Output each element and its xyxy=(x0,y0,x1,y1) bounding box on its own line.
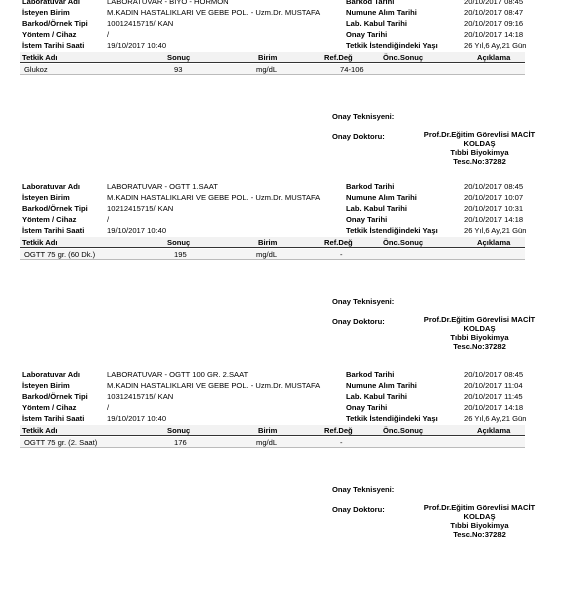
lab-name-value: LABORATUVAR - OGTT 1.SAAT xyxy=(107,182,218,191)
column-previous-result: Önc.Sonuç xyxy=(383,53,424,62)
age-at-request-value: 26 Yıl,6 Ay,21 Gün xyxy=(464,226,527,235)
lab-accept-date-label: Lab. Kabul Tarihi xyxy=(346,392,408,401)
method-device-value: / xyxy=(107,403,110,412)
method-device-label: Yöntem / Cihaz xyxy=(22,403,77,412)
column-reference: Ref.Değ xyxy=(324,426,353,435)
lab-accept-date-value: 20/10/2017 10:31 xyxy=(464,204,524,213)
request-time-label: İstem Tarihi Saati xyxy=(22,226,85,235)
column-reference: Ref.Değ xyxy=(324,53,353,62)
doctor-registration-no: Tesc.No:37282 xyxy=(453,530,506,539)
lab-accept-date-value: 20/10/2017 09:16 xyxy=(464,19,524,28)
method-device-value: / xyxy=(107,215,110,224)
lab-name-value: LABORATUVAR - BIYO - HORMON xyxy=(107,0,229,6)
sample-date-value: 20/10/2017 08:47 xyxy=(464,8,524,17)
lab-report-section-1 xyxy=(0,0,575,177)
doctor-department: Tıbbi Biyokimya xyxy=(450,333,509,342)
requester-label: İsteyen Birim xyxy=(22,8,70,17)
result-test-name: OGTT 75 gr. (2. Saat) xyxy=(24,438,98,447)
table-header-divider xyxy=(20,435,525,436)
approval-doctor-label: Onay Doktoru: xyxy=(332,505,385,514)
result-test-name: Glukoz xyxy=(24,65,48,74)
lab-name-value: LABORATUVAR - OGTT 100 GR. 2.SAAT xyxy=(107,370,249,379)
sample-date-value: 20/10/2017 10:07 xyxy=(464,193,524,202)
result-reference: - xyxy=(340,250,343,259)
result-reference: 74-106 xyxy=(340,65,364,74)
barcode-sample-label: Barkod/Örnek Tipi xyxy=(22,204,88,213)
result-value: 195 xyxy=(174,250,187,259)
request-time-value: 19/10/2017 10:40 xyxy=(107,41,167,50)
request-time-value: 19/10/2017 10:40 xyxy=(107,414,167,423)
request-time-label: İstem Tarihi Saati xyxy=(22,414,85,423)
requester-value: M.KADIN HASTALIKLARI VE GEBE POL. - Uzm.Dr. MUSTAFA xyxy=(107,381,321,390)
column-unit: Birim xyxy=(258,426,278,435)
approval-technician-label: Onay Teknisyeni: xyxy=(332,485,395,494)
doctor-title-name: Prof.Dr.Eğitim Görevlisi MACİT xyxy=(423,503,536,512)
age-at-request-label: Tetkik İstendiğindeki Yaşı xyxy=(346,41,438,50)
result-row-divider xyxy=(20,259,525,260)
approval-technician-label: Onay Teknisyeni: xyxy=(332,297,395,306)
approval-date-value: 20/10/2017 14:18 xyxy=(464,215,524,224)
doctor-surname: KOLDAŞ xyxy=(463,139,496,148)
request-time-label: İstem Tarihi Saati xyxy=(22,41,85,50)
column-description: Açıklama xyxy=(477,53,511,62)
lab-report-section-2 xyxy=(0,182,575,362)
result-unit: mg/dL xyxy=(256,250,278,259)
barcode-date-label: Barkod Tarihi xyxy=(346,0,395,6)
doctor-surname: KOLDAŞ xyxy=(463,512,496,521)
barcode-date-value: 20/10/2017 08:45 xyxy=(464,370,524,379)
result-row-divider xyxy=(20,447,525,448)
sample-date-label: Numune Alım Tarihi xyxy=(346,8,417,17)
column-description: Açıklama xyxy=(477,426,511,435)
requester-label: İsteyen Birim xyxy=(22,381,70,390)
lab-accept-date-label: Lab. Kabul Tarihi xyxy=(346,19,408,28)
result-row-divider xyxy=(20,74,525,75)
result-unit: mg/dL xyxy=(256,438,278,447)
column-test-name: Tetkik Adı xyxy=(22,53,58,62)
column-previous-result: Önc.Sonuç xyxy=(383,426,424,435)
lab-name-label: Laboratuvar Adı xyxy=(22,370,80,379)
result-reference: - xyxy=(340,438,343,447)
column-previous-result: Önc.Sonuç xyxy=(383,238,424,247)
doctor-surname: KOLDAŞ xyxy=(463,324,496,333)
barcode-sample-value: 10312415715/ KAN xyxy=(107,392,174,401)
approval-date-label: Onay Tarihi xyxy=(346,30,388,39)
requester-value: M.KADIN HASTALIKLARI VE GEBE POL. - Uzm.Dr. MUSTAFA xyxy=(107,193,321,202)
result-value: 176 xyxy=(174,438,187,447)
requester-label: İsteyen Birim xyxy=(22,193,70,202)
approval-date-label: Onay Tarihi xyxy=(346,403,388,412)
column-description: Açıklama xyxy=(477,238,511,247)
approval-technician-label: Onay Teknisyeni: xyxy=(332,112,395,121)
doctor-registration-no: Tesc.No:37282 xyxy=(453,342,506,351)
doctor-registration-no: Tesc.No:37282 xyxy=(453,157,506,166)
request-time-value: 19/10/2017 10:40 xyxy=(107,226,167,235)
doctor-department: Tıbbi Biyokimya xyxy=(450,521,509,530)
sample-date-value: 20/10/2017 11:04 xyxy=(464,381,523,390)
barcode-date-value: 20/10/2017 08:45 xyxy=(464,0,524,6)
column-result: Sonuç xyxy=(167,53,191,62)
column-unit: Birim xyxy=(258,238,278,247)
method-device-label: Yöntem / Cihaz xyxy=(22,30,77,39)
age-at-request-value: 26 Yıl,6 Ay,21 Gün xyxy=(464,41,527,50)
barcode-date-label: Barkod Tarihi xyxy=(346,370,395,379)
sample-date-label: Numune Alım Tarihi xyxy=(346,193,417,202)
table-header-divider xyxy=(20,62,525,63)
column-reference: Ref.Değ xyxy=(324,238,353,247)
method-device-label: Yöntem / Cihaz xyxy=(22,215,77,224)
approval-date-value: 20/10/2017 14:18 xyxy=(464,403,524,412)
approval-date-value: 20/10/2017 14:18 xyxy=(464,30,524,39)
barcode-sample-label: Barkod/Örnek Tipi xyxy=(22,392,88,401)
lab-report-section-3 xyxy=(0,370,575,550)
age-at-request-label: Tetkik İstendiğindeki Yaşı xyxy=(346,226,438,235)
barcode-date-value: 20/10/2017 08:45 xyxy=(464,182,524,191)
column-result: Sonuç xyxy=(167,238,191,247)
barcode-sample-value: 10212415715/ KAN xyxy=(107,204,174,213)
doctor-department: Tıbbi Biyokimya xyxy=(450,148,509,157)
approval-doctor-block xyxy=(412,503,547,539)
doctor-title-name: Prof.Dr.Eğitim Görevlisi MACİT xyxy=(423,315,536,324)
approval-doctor-label: Onay Doktoru: xyxy=(332,317,385,326)
result-value: 93 xyxy=(174,65,183,74)
barcode-sample-label: Barkod/Örnek Tipi xyxy=(22,19,88,28)
result-unit: mg/dL xyxy=(256,65,278,74)
result-test-name: OGTT 75 gr. (60 Dk.) xyxy=(24,250,96,259)
lab-accept-date-label: Lab. Kabul Tarihi xyxy=(346,204,408,213)
requester-value: M.KADIN HASTALIKLARI VE GEBE POL. - Uzm.Dr. MUSTAFA xyxy=(107,8,321,17)
approval-doctor-block xyxy=(412,315,547,351)
table-header-divider xyxy=(20,247,525,248)
lab-name-label: Laboratuvar Adı xyxy=(22,182,80,191)
barcode-date-label: Barkod Tarihi xyxy=(346,182,395,191)
approval-doctor-block xyxy=(412,130,547,166)
column-test-name: Tetkik Adı xyxy=(22,426,58,435)
barcode-sample-value: 10012415715/ KAN xyxy=(107,19,174,28)
approval-doctor-label: Onay Doktoru: xyxy=(332,132,385,141)
method-device-value: / xyxy=(107,30,110,39)
column-result: Sonuç xyxy=(167,426,191,435)
column-unit: Birim xyxy=(258,53,278,62)
sample-date-label: Numune Alım Tarihi xyxy=(346,381,417,390)
lab-name-label: Laboratuvar Adı xyxy=(22,0,80,6)
lab-accept-date-value: 20/10/2017 11:45 xyxy=(464,392,523,401)
age-at-request-label: Tetkik İstendiğindeki Yaşı xyxy=(346,414,438,423)
approval-date-label: Onay Tarihi xyxy=(346,215,388,224)
doctor-title-name: Prof.Dr.Eğitim Görevlisi MACİT xyxy=(423,130,536,139)
age-at-request-value: 26 Yıl,6 Ay,21 Gün xyxy=(464,414,527,423)
column-test-name: Tetkik Adı xyxy=(22,238,58,247)
